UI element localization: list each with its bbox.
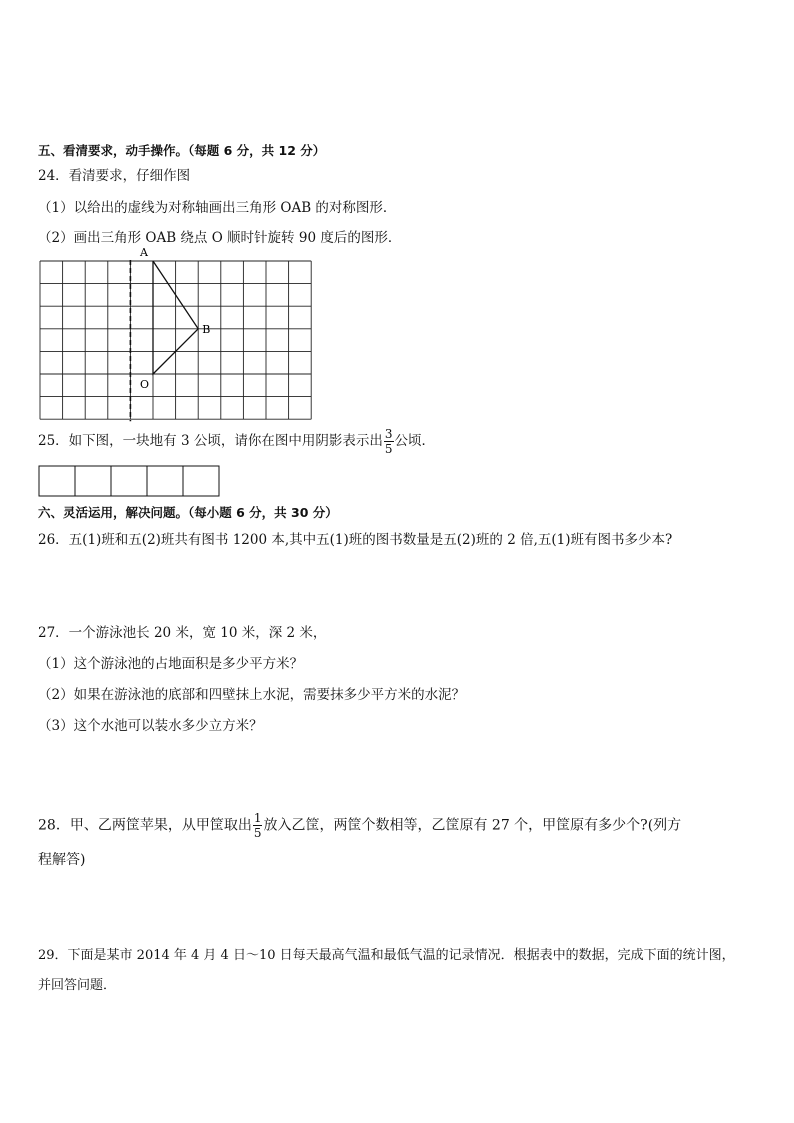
land-cell: [147, 466, 183, 496]
question-28-text-after: 放入乙筐，两筐个数相等，乙筐原有 27 个，甲筐原有多少个?(列方: [263, 817, 682, 834]
question-24-stem: 24．看清要求，仔细作图: [38, 168, 191, 184]
point-a-label: A: [140, 246, 148, 259]
question-27-stem: 27．一个游泳池长 20 米，宽 10 米，深 2 米，: [38, 625, 327, 641]
question-27-part-2: （2）如果在游泳池的底部和四壁抹上水泥，需要抹多少平方米的水泥？: [38, 687, 466, 703]
land-cell: [75, 466, 111, 496]
question-27-part-1: （1）这个游泳池的占地面积是多少平方米？: [38, 656, 304, 672]
question-25-text-before: 25．如下图，一块地有 3 公顷，请你在图中用阴影表示出: [38, 433, 383, 449]
question-25-stem: [38, 428, 435, 455]
question-24-part-1: （1）以给出的虚线为对称轴画出三角形 OAB 的对称图形．: [38, 200, 397, 216]
question-29-line-1: 29．下面是某市 2014 年 4 月 4 日～10 日每天最高气温和最低气温的记录情况．根据表中的数据，完成下面的统计图，: [38, 948, 735, 963]
section-six-heading: 六、灵活运用，解决问题。（每小题 6 分，共 30 分）: [38, 505, 338, 520]
land-cell: [183, 466, 219, 496]
question-28-line-2: 程解答): [38, 852, 86, 868]
fraction-three-fifths: [384, 428, 394, 455]
question-27-part-3: （3）这个水池可以装水多少立方米？: [38, 718, 263, 734]
grid-lines: [40, 261, 311, 419]
fraction-denominator: 5: [253, 826, 262, 840]
land-cells-figure: [38, 465, 220, 497]
land-cell: [39, 466, 75, 496]
point-o-label: O: [140, 378, 150, 391]
question-24-part-2: （2）画出三角形 OAB 绕点 O 顺时针旋转 90 度后的图形．: [38, 230, 402, 246]
question-26: 26．五(1)班和五(2)班共有图书 1200 本,其中五(1)班的图书数量是五(2)班的 2 倍,五(1)班有图书多少本?: [38, 532, 673, 548]
triangle-grid-figure: [38, 246, 314, 415]
land-cell: [111, 466, 147, 496]
fraction-numerator: 1: [253, 811, 262, 825]
question-28-text-before: 28．甲、乙两筐苹果，从甲筐取出: [38, 817, 252, 834]
section-five-heading: 五、看清要求，动手操作。（每题 6 分，共 12 分）: [38, 143, 326, 158]
question-29-line-2: 并回答问题．: [38, 978, 117, 993]
fraction-numerator: 3: [384, 427, 393, 441]
fraction-denominator: 5: [384, 442, 393, 456]
question-25-text-after: 公顷．: [394, 433, 435, 449]
fraction-one-fifth: [253, 812, 263, 839]
question-28-line-1: [38, 812, 681, 839]
point-b-label: B: [202, 322, 211, 336]
